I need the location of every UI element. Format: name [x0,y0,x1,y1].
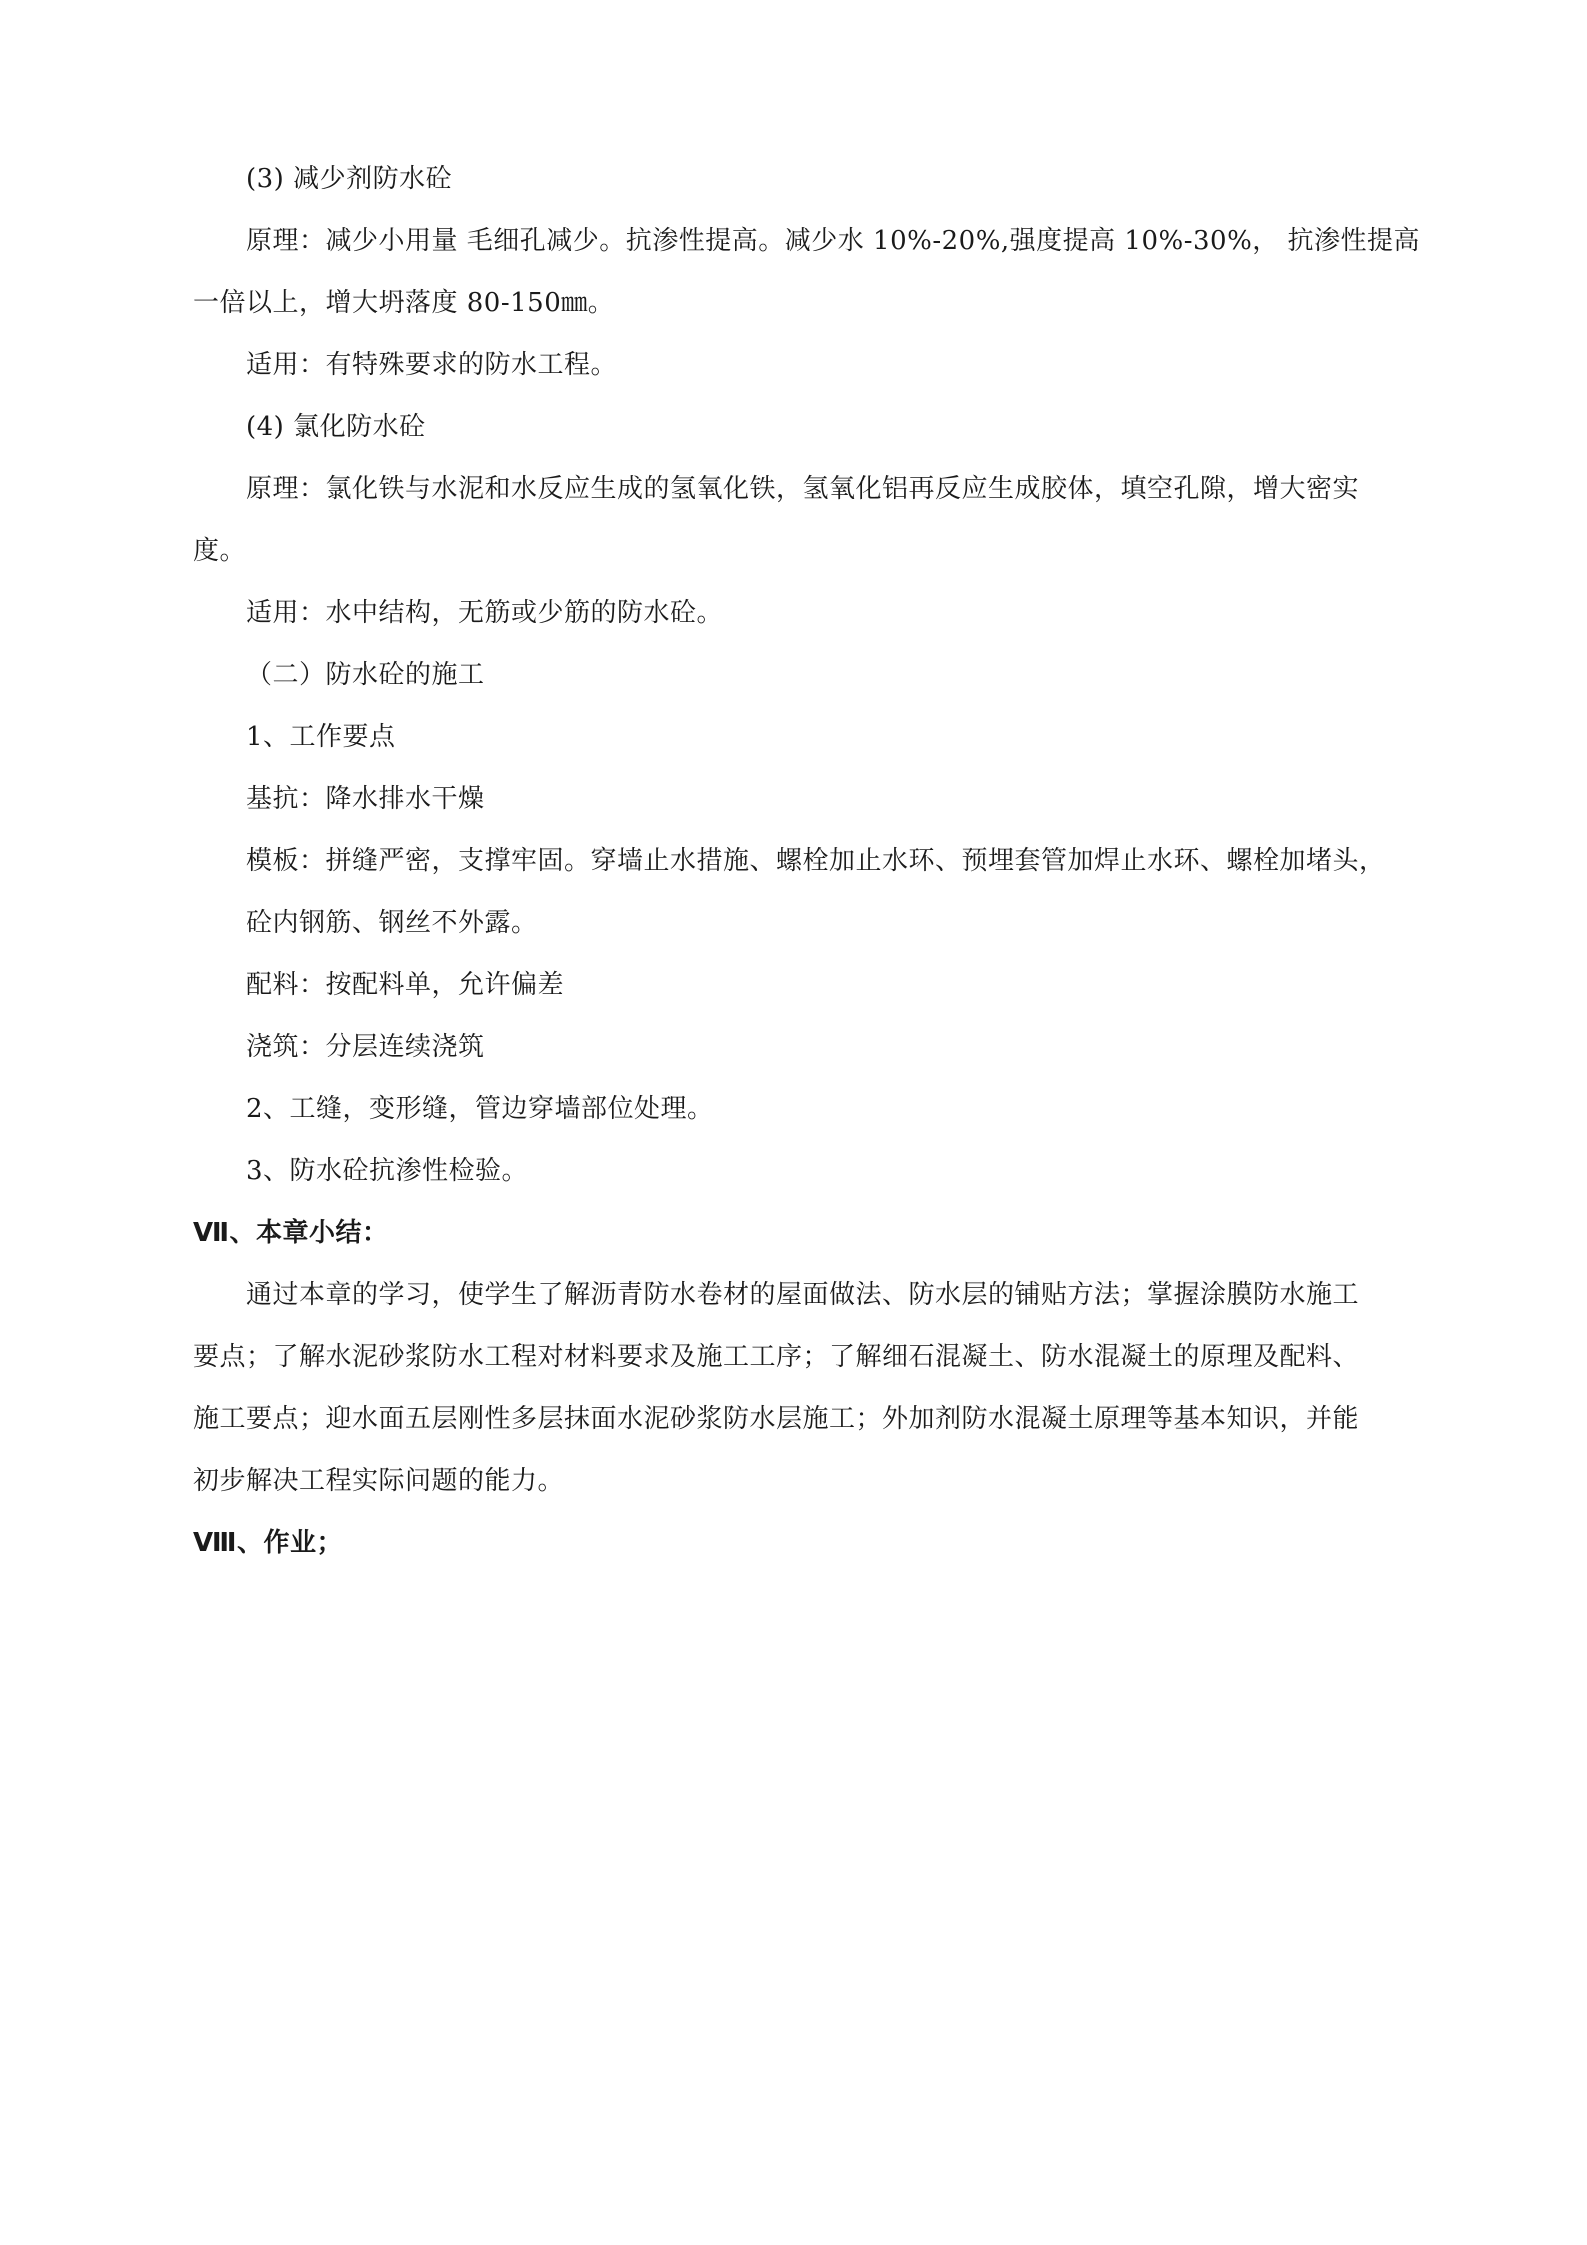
section-heading-chapter-summary: Ⅶ、本章小结： [193,1218,389,1248]
paragraph-line: 原理：减少小用量 毛细孔减少。抗渗性提高。减少水 10%-20%,强度提高 10%-30%， 抗渗性提高 [246,226,1421,256]
paragraph-line: 砼内钢筋、钢丝不外露。 [246,908,538,938]
paragraph-line: 适用：有特殊要求的防水工程。 [246,350,618,380]
paragraph-line: 浇筑：分层连续浇筑 [246,1032,485,1062]
paragraph-line: 度。 [193,536,247,566]
heading-work-points: 1、工作要点 [246,722,396,752]
paragraph-line: 初步解决工程实际问题的能力。 [193,1466,565,1496]
paragraph-line: 模板：拼缝严密，支撑牢固。穿墙止水措施、螺栓加止水环、预埋套管加焊止水环、螺栓加堵头， [246,846,1386,876]
heading-reducer-waterproof-concrete: (3) 减少剂防水砼 [246,164,453,194]
paragraph-line: 要点；了解水泥砂浆防水工程对材料要求及施工工序；了解细石混凝土、防水混凝土的原理及配料、 [193,1342,1360,1372]
paragraph-line: 原理：氯化铁与水泥和水反应生成的氢氧化铁，氢氧化铝再反应生成胶体，填空孔隙，增大密实 [246,474,1360,504]
paragraph-line: 基抗：降水排水干燥 [246,784,485,814]
paragraph-line: 适用：水中结构，无筋或少筋的防水砼。 [246,598,724,628]
heading-construction: （二）防水砼的施工 [246,660,485,690]
paragraph-line: 施工要点；迎水面五层刚性多层抹面水泥砂浆防水层施工；外加剂防水混凝土原理等基本知识，并能 [193,1404,1360,1434]
paragraph-line: 配料：按配料单，允许偏差 [246,970,565,1000]
paragraph-line: 2、工缝，变形缝，管边穿墙部位处理。 [246,1094,714,1124]
section-heading-homework: Ⅷ、作业； [193,1528,343,1558]
paragraph-line: 一倍以上，增大坍落度 80-150㎜。 [193,288,615,318]
paragraph-line: 3、防水砼抗渗性检验。 [246,1156,529,1186]
heading-chloride-waterproof-concrete: (4) 氯化防水砼 [246,412,426,442]
paragraph-line: 通过本章的学习，使学生了解沥青防水卷材的屋面做法、防水层的铺贴方法；掌握涂膜防水施工 [246,1280,1360,1310]
